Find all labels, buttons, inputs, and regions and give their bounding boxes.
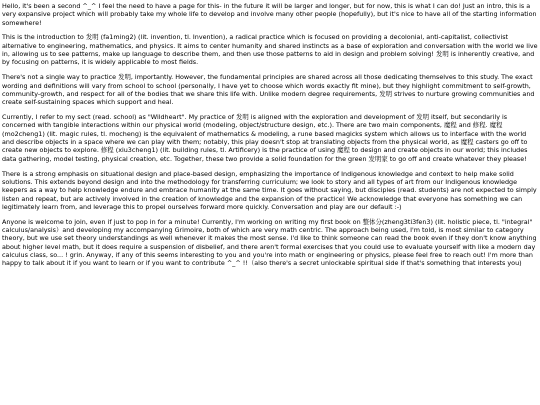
wildheart-sect-paragraph: Currently, I refer to my sect (read. school) as "Wildheart". My practice of 发明 is aligned with the exploration and development of 发明 itself, but secondarily is concerned with tangible interactions within our physical world (modeling, object/structure design, etc.). There are two main components, 魔程 and 修程. 魔程 (mo2cheng1) (lit. magic rules, tl. mocheng) is the equivalent of mathematics & modeling, a rune based magicks system which allows us to interface with the world and describe objects in a space where we can play with them; notably, this play doesn't stop at translating objects from the physical world, as 魔程 casters go off to create new objects to explore. 修程 (xiu3cheng1) (lit. building rules, tl. Artificery) is the practice of using 魔程 to design and create objects in our world; this includes data gathering, model testing, physical creation, etc. Together, these two provide a solid foundation for the green 发明家 to go off and create whatever they please! (2, 113, 528, 163)
famming-introduction-paragraph: This is the introduction to 发明 (fa1ming2) (lit. invention, tl. Invention), a radical practice which is focused on providing a decolonial, anti-capitalist, collectivist alternative to engineering, mathematics, and physics. It aims to center humanity and shared instincts as a base of exploration and conversation with the world we live in, allowing us to see patterns, make up language to describe them, and then use those patterns to aid in design and problem solving! 发明 is inherently creative, and by focusing on patterns, it is widely applicable to most fields. (2, 33, 538, 67)
invitation-paragraph: Anyone is welcome to join, even if just to pop in for a minute! Currently, I'm working on writing my first book on 整体分(zheng3ti3fen3) (lit. holistic piece, tl. "integral" calculus/analysis）and developing my accompanying Grimoire, both of which are very math centric. The approach being used, I'm told, is most similar to category theory, but we use set theory understandings as well whenever it makes the most sense. I'd like to think someone can read the book even if they don't know anything about higher level math, but it does require a suspension of disbelief, and there aren't formal exercises that you could use to evaluate yourself with like a modern day calculus class, so... ! grin. Anyway, if any of this seems interesting to you and you're into math or engineering or physics, please feel free to reach out! I'm more than happy to talk about it if you want to learn or if you want to contribute ^_^ !!（also there's a secret unlockable spiritual side if that's something that interests you) (2, 217, 537, 268)
situational-design-paragraph: There is a strong emphasis on situational design and place-based design, emphasizing the importance of Indigenous knowledge and context to help make solid solutions. This extends beyond design and into the methodology for transferring curriculum; we look to story and all types of art from our Indigenous knowledge keepers as a way to help knowledge endure and embrace humanity at the same time. It goes without saying, but disciples (read. students) are not expected to simply listen and repeat, but are actively involved in the creation of knowledge and the expansion of the practice! We acknowledge that everyone has something we can legitimately learn from, and leverage this to propel ourselves forward more quickly. Conversation and play are our default :-) (2, 169, 537, 211)
practice-principles-paragraph: There's not a single way to practice 发明, importantly. However, the fundamental principles are shared across all those dedicating themselves to this study. The exact wording and definitions will vary from school to school (personally, I have yet to choose which words exactly fit mine), but they highlight commitment to self-growth, community-growth, and respect for all of the bodies that we share this life with. Unlike modern degree requirements, 发明 strives to nurture growing communities and create self-sustaining spaces which support and heal. (2, 73, 535, 107)
intro-paragraph: Hello, it's been a second ^_^ I feel the need to have a page for this- in the future it will be larger and longer, but for now, this is what I can do! Just an intro, this is a very expansive project which will probably take my whole life to develop and involve many other people (hopefully), but it's nice to have all of the starting information somewhere! (2, 2, 537, 27)
